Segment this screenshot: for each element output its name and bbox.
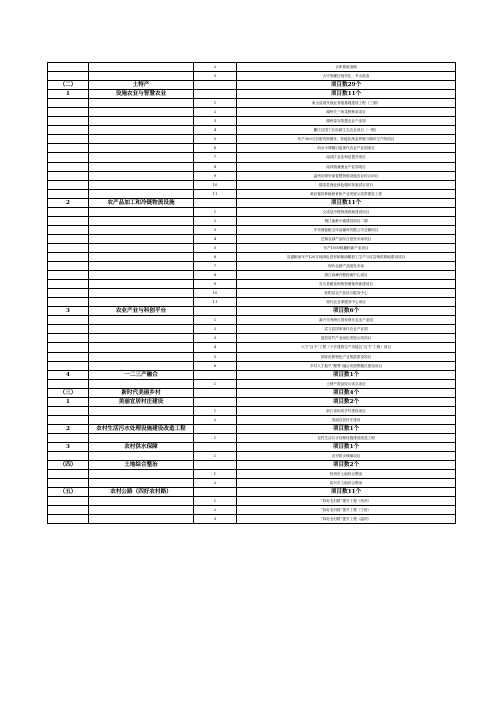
category-cell: 一二三产融合 xyxy=(89,370,194,379)
table-row xyxy=(48,280,456,289)
table-row xyxy=(48,216,456,225)
category-cell xyxy=(89,153,194,162)
table-row xyxy=(48,162,456,171)
category-cell: 美丽宜居村庄建设 xyxy=(89,397,194,406)
project-name-cell: 项目数4个 xyxy=(237,388,456,397)
item-number-cell: 11 xyxy=(194,298,237,307)
project-name-cell: 项目数6个 xyxy=(237,307,456,316)
category-cell: 农村供水保障 xyxy=(89,442,194,451)
item-number-cell: 2 xyxy=(194,325,237,334)
table-row xyxy=(48,81,456,90)
category-cell xyxy=(89,289,194,298)
row-index-cell xyxy=(48,72,89,81)
project-name-cell: “四好农村路”提升工程（宁波） xyxy=(237,506,456,515)
project-name-cell: 浙江省和美乡村建设项目 xyxy=(237,406,456,415)
item-number-cell: 7 xyxy=(194,153,237,162)
row-index-cell: 1 xyxy=(48,397,89,406)
category-cell xyxy=(89,135,194,144)
category-cell: 农村生活污水处理设施建设改造工程 xyxy=(89,424,194,433)
item-number-cell: 1 xyxy=(194,470,237,479)
row-index-cell xyxy=(48,63,89,72)
project-name-cell: 嘉兴市秀洲区国家现代农业产业园 xyxy=(237,316,456,325)
project-name-cell: 桂阳县农产品综合服务中心 xyxy=(237,289,456,298)
category-cell xyxy=(89,298,194,307)
project-name-cell: 桐江渔都小镇建设项目二期 xyxy=(237,216,456,225)
item-number-cell: 3 xyxy=(194,225,237,234)
item-number-cell: 7 xyxy=(194,262,237,271)
item-number-cell: 9 xyxy=(194,171,237,180)
row-index-cell xyxy=(48,361,89,370)
row-index-cell xyxy=(48,379,89,388)
table-row xyxy=(48,361,456,370)
row-index-cell: 3 xyxy=(48,307,89,316)
project-name-cell: 遂昌县竹产业绿色发展示范项目 xyxy=(237,334,456,343)
table-row xyxy=(48,343,456,352)
table-row xyxy=(48,442,456,451)
category-cell: 土地综合整治 xyxy=(89,461,194,470)
row-index-cell xyxy=(48,99,89,108)
row-index-cell xyxy=(48,289,89,298)
category-cell: 农村公路（四好农村路） xyxy=(89,488,194,497)
project-name-cell: 六个“百千”工程（千乡建筑生产功能区“百千”工程）项目 xyxy=(237,343,456,352)
table-row xyxy=(48,72,456,81)
project-name-cell: 宜通粮油年产120万吨绿色食材和粮油精加工生产与应急保供基地建设项目 xyxy=(237,252,456,261)
item-number-cell xyxy=(194,461,237,470)
project-name-cell: 项目数2个 xyxy=(237,397,456,406)
row-index-cell xyxy=(48,352,89,361)
project-name-cell: 水库系统治理 xyxy=(237,63,456,72)
item-number-cell xyxy=(194,488,237,497)
project-table xyxy=(47,62,456,524)
item-number-cell: 3 xyxy=(194,72,237,81)
table-row xyxy=(48,433,456,442)
project-name-cell: “四好农村路”提升工程（杭州） xyxy=(237,497,456,506)
project-name-cell: 项目数1个 xyxy=(237,442,456,451)
table-row xyxy=(48,488,456,497)
project-name-cell: 武义县国家现代农业产业园 xyxy=(237,325,456,334)
row-index-cell xyxy=(48,343,89,352)
row-index-cell xyxy=(48,207,89,216)
item-number-cell: 1 xyxy=(194,379,237,388)
table-row xyxy=(48,388,456,397)
row-index-cell: 2 xyxy=(48,424,89,433)
table-row xyxy=(48,415,456,424)
row-index-cell xyxy=(48,234,89,243)
row-index-cell: 3 xyxy=(48,442,89,451)
row-index-cell: （四） xyxy=(48,461,89,470)
row-index-cell xyxy=(48,144,89,153)
category-cell xyxy=(89,225,194,234)
item-number-cell xyxy=(194,81,237,90)
item-number-cell: 4 xyxy=(194,234,237,243)
project-name-cell: 项目数11个 xyxy=(237,90,456,99)
category-cell xyxy=(89,497,194,506)
category-cell xyxy=(89,415,194,424)
project-name-cell: 农村生活污水处理设施建设改造工程 xyxy=(237,433,456,442)
table-row xyxy=(48,406,456,415)
project-name-cell: 大中型灌区现代化、节水改造 xyxy=(237,72,456,81)
item-number-cell: 3 xyxy=(194,334,237,343)
project-name-cell: 南浔渔溪渔业产业园项目 xyxy=(237,162,456,171)
item-number-cell: 4 xyxy=(194,126,237,135)
item-number-cell xyxy=(194,198,237,207)
category-cell xyxy=(89,243,194,252)
category-cell xyxy=(89,171,194,180)
row-index-cell xyxy=(48,162,89,171)
category-cell xyxy=(89,262,194,271)
table-row xyxy=(48,497,456,506)
table-row xyxy=(48,135,456,144)
table-row xyxy=(48,252,456,261)
table-row xyxy=(48,180,456,189)
item-number-cell: 1 xyxy=(194,99,237,108)
row-index-cell xyxy=(48,334,89,343)
table-row xyxy=(48,153,456,162)
table-row xyxy=(48,424,456,433)
row-index-cell xyxy=(48,189,89,198)
project-name-cell: 农村供水保障项目 xyxy=(237,452,456,461)
item-number-cell: 6 xyxy=(194,361,237,370)
row-index-cell xyxy=(48,171,89,180)
row-index-cell xyxy=(48,126,89,135)
row-index-cell xyxy=(48,225,89,234)
project-name-cell: 文成县冷链物流基地建设项目 xyxy=(237,207,456,216)
project-name-cell: 杭州市土地综合整治 xyxy=(237,470,456,479)
row-index-cell: （五） xyxy=(48,488,89,497)
row-index-cell: （三） xyxy=(48,388,89,397)
project-name-cell: 四水小城镇衍蓝现代农业产业园项目 xyxy=(237,144,456,153)
category-cell xyxy=(89,234,194,243)
category-cell xyxy=(89,271,194,280)
row-index-cell: 2 xyxy=(48,198,89,207)
project-name-cell: 项目数1个 xyxy=(237,424,456,433)
project-name-cell: 浙江高峰冷链物流中心项目 xyxy=(237,271,456,280)
project-name-cell: 安吉县粮食和物资储备库新建项目 xyxy=(237,280,456,289)
row-index-cell xyxy=(48,280,89,289)
row-index-cell xyxy=(48,243,89,252)
project-name-cell: 象山县现代渔业省级基地建设工程（三期） xyxy=(237,99,456,108)
table-row xyxy=(48,63,456,72)
table-row xyxy=(48,99,456,108)
project-name-cell: 项目数2个 xyxy=(237,461,456,470)
table-row xyxy=(48,461,456,470)
table-row xyxy=(48,198,456,207)
category-cell xyxy=(89,63,194,72)
table-row xyxy=(48,479,456,488)
row-index-cell xyxy=(48,216,89,225)
project-name-cell: 项目数11个 xyxy=(237,198,456,207)
row-index-cell xyxy=(48,479,89,488)
row-index-cell xyxy=(48,298,89,307)
row-index-cell xyxy=(48,497,89,506)
project-name-cell: 黄岩蜜桔种植研育和产业发展示范带建设工程 xyxy=(237,189,456,198)
category-cell xyxy=(89,99,194,108)
category-cell: 新时代美丽乡村 xyxy=(89,388,194,397)
category-cell: 农业产业与科创平台 xyxy=(89,307,194,316)
item-number-cell: 2 xyxy=(194,415,237,424)
category-cell xyxy=(89,379,194,388)
table-row xyxy=(48,262,456,271)
item-number-cell: 2 xyxy=(194,108,237,117)
table-row xyxy=(48,207,456,216)
row-index-cell xyxy=(48,515,89,524)
row-index-cell xyxy=(48,153,89,162)
project-name-cell: 温州坊街甲南智慧物联设施农业综合项目 xyxy=(237,171,456,180)
project-name-cell: 乡村人才振兴“聚贤”融合发展集聚区建设项目 xyxy=(237,361,456,370)
row-index-cell xyxy=(48,135,89,144)
project-name-cell: 年产300万羽蛋鸡规模化、智能化渔业养殖与循环生产线项目 xyxy=(237,135,456,144)
category-cell: 农产品加工和冷链物流设施 xyxy=(89,198,194,207)
table-row xyxy=(48,234,456,243)
item-number-cell: 1 xyxy=(194,497,237,506)
project-name-cell: 美丽宜居村庄建设 xyxy=(237,415,456,424)
project-name-cell: 南浔区农业科技提升项目 xyxy=(237,153,456,162)
row-index-cell xyxy=(48,117,89,126)
row-index-cell xyxy=(48,433,89,442)
project-name-cell: 湖州长三角菜野种苗项目 xyxy=(237,108,456,117)
item-number-cell: 5 xyxy=(194,243,237,252)
item-number-cell xyxy=(194,90,237,99)
item-number-cell: 1 xyxy=(194,316,237,325)
item-number-cell: 2 xyxy=(194,479,237,488)
project-name-cell: 国家优势特色产业集群建设项目 xyxy=(237,352,456,361)
project-name-cell: 德清县渔业绿色循环发展试点项目 xyxy=(237,180,456,189)
item-number-cell: 9 xyxy=(194,280,237,289)
item-number-cell xyxy=(194,442,237,451)
category-cell xyxy=(89,479,194,488)
project-name-cell: 项目数1个 xyxy=(237,370,456,379)
project-name-cell: 项目数29个 xyxy=(237,81,456,90)
category-cell xyxy=(89,470,194,479)
item-number-cell: 10 xyxy=(194,180,237,189)
item-number-cell xyxy=(194,424,237,433)
table-row xyxy=(48,289,456,298)
row-index-cell: 1 xyxy=(48,90,89,99)
row-index-cell xyxy=(48,180,89,189)
category-cell xyxy=(89,433,194,442)
item-number-cell: 1 xyxy=(194,433,237,442)
project-name-cell: 岳镇农副产品综合批发市场项目 xyxy=(237,234,456,243)
row-index-cell xyxy=(48,470,89,479)
item-number-cell: 2 xyxy=(194,63,237,72)
table-row xyxy=(48,90,456,99)
item-number-cell: 3 xyxy=(194,117,237,126)
item-number-cell: 11 xyxy=(194,189,237,198)
project-name-cell: 项目数11个 xyxy=(237,488,456,497)
row-index-cell xyxy=(48,452,89,461)
project-name-cell: 绍兴市土地综合整治 xyxy=(237,479,456,488)
category-cell xyxy=(89,108,194,117)
category-cell xyxy=(89,334,194,343)
category-cell xyxy=(89,126,194,135)
table-row xyxy=(48,370,456,379)
item-number-cell xyxy=(194,307,237,316)
project-table-body xyxy=(48,63,456,524)
item-number-cell: 3 xyxy=(194,515,237,524)
category-cell xyxy=(89,361,194,370)
item-number-cell xyxy=(194,397,237,406)
category-cell xyxy=(89,452,194,461)
item-number-cell: 5 xyxy=(194,135,237,144)
item-number-cell: 10 xyxy=(194,289,237,298)
table-row xyxy=(48,144,456,153)
category-cell xyxy=(89,207,194,216)
project-name-cell: “四好农村路”提升工程（温州） xyxy=(237,515,456,524)
row-index-cell xyxy=(48,316,89,325)
category-cell xyxy=(89,406,194,415)
row-index-cell xyxy=(48,406,89,415)
project-name-cell: 衢江区国丁红仙源生态农业项目（一期） xyxy=(237,126,456,135)
item-number-cell: 1 xyxy=(194,452,237,461)
table-row xyxy=(48,243,456,252)
table-row xyxy=(48,189,456,198)
table-row xyxy=(48,307,456,316)
row-index-cell xyxy=(48,252,89,261)
table-row xyxy=(48,470,456,479)
table-row xyxy=(48,171,456,180)
item-number-cell: 1 xyxy=(194,207,237,216)
item-number-cell xyxy=(194,388,237,397)
table-row xyxy=(48,126,456,135)
table-row xyxy=(48,397,456,406)
table-row xyxy=(48,352,456,361)
table-row xyxy=(48,515,456,524)
row-index-cell xyxy=(48,325,89,334)
row-index-cell: （二） xyxy=(48,81,89,90)
project-name-cell: 现代农副产品批发市场 xyxy=(237,262,456,271)
category-cell xyxy=(89,189,194,198)
item-number-cell: 1 xyxy=(194,406,237,415)
category-cell xyxy=(89,216,194,225)
table-row xyxy=(48,298,456,307)
table-row xyxy=(48,271,456,280)
item-number-cell: 6 xyxy=(194,144,237,153)
project-name-cell: 湖州春谷智慧农业产业园 xyxy=(237,117,456,126)
table-row xyxy=(48,334,456,343)
item-number-cell: 8 xyxy=(194,162,237,171)
table-row xyxy=(48,108,456,117)
category-cell xyxy=(89,180,194,189)
item-number-cell xyxy=(194,370,237,379)
row-index-cell: 4 xyxy=(48,370,89,379)
project-name-cell: 土特产提品综合试点项目 xyxy=(237,379,456,388)
table-row xyxy=(48,325,456,334)
category-cell xyxy=(89,316,194,325)
row-index-cell xyxy=(48,262,89,271)
item-number-cell: 6 xyxy=(194,252,237,261)
table-row xyxy=(48,225,456,234)
table-row xyxy=(48,117,456,126)
item-number-cell: 5 xyxy=(194,352,237,361)
category-cell xyxy=(89,343,194,352)
category-cell xyxy=(89,515,194,524)
category-cell xyxy=(89,506,194,515)
category-cell xyxy=(89,280,194,289)
category-cell xyxy=(89,325,194,334)
category-cell xyxy=(89,72,194,81)
item-number-cell: 2 xyxy=(194,216,237,225)
item-number-cell: 4 xyxy=(194,343,237,352)
table-row xyxy=(48,379,456,388)
category-cell xyxy=(89,162,194,171)
category-cell: 土特产 xyxy=(89,81,194,90)
item-number-cell: 2 xyxy=(194,506,237,515)
row-index-cell xyxy=(48,108,89,117)
category-cell xyxy=(89,252,194,261)
category-cell xyxy=(89,144,194,153)
project-name-cell: 现代农业事服务中心项目 xyxy=(237,298,456,307)
row-index-cell xyxy=(48,271,89,280)
table-row xyxy=(48,506,456,515)
category-cell xyxy=(89,117,194,126)
category-cell xyxy=(89,352,194,361)
item-number-cell: 8 xyxy=(194,271,237,280)
project-name-cell: 中央储备粮玉环直属库有限公司仓储项目 xyxy=(237,225,456,234)
project-name-cell: 年产1000吨藕粉新产业项目 xyxy=(237,243,456,252)
table-row xyxy=(48,316,456,325)
category-cell: 设施农业与智慧农业 xyxy=(89,90,194,99)
row-index-cell xyxy=(48,415,89,424)
table-row xyxy=(48,452,456,461)
row-index-cell xyxy=(48,506,89,515)
